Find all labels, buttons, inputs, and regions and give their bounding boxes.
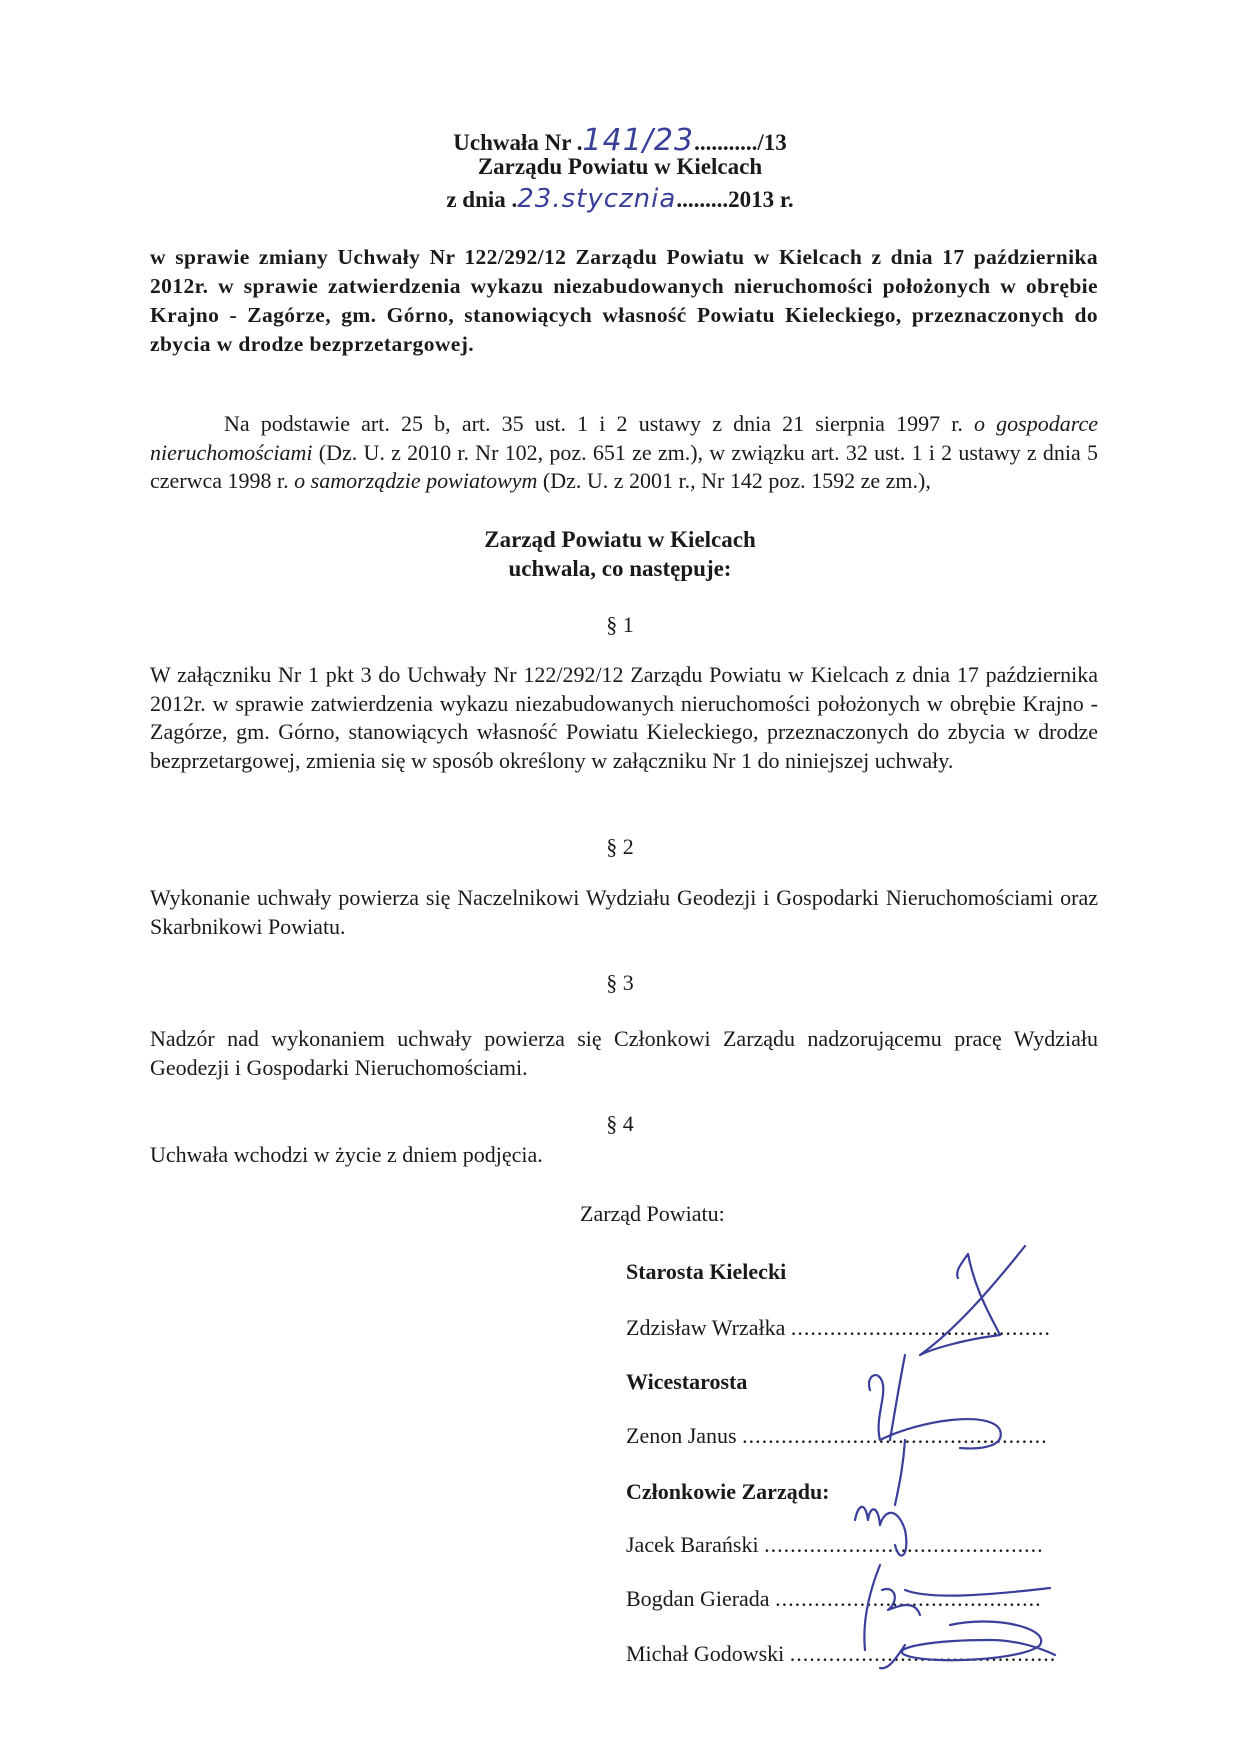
handwritten-number: 141/23: [582, 123, 695, 158]
date-suffix: .........2013 r.: [676, 187, 794, 212]
member-2-name: Bogdan Gierada: [626, 1586, 770, 1611]
issuing-body: Zarządu Powiatu w Kielcach: [477, 154, 763, 179]
date-prefix: z dnia .: [446, 187, 518, 212]
member-1-name: Jacek Barański: [626, 1532, 759, 1557]
resolves-phrase: uchwala, co następuje:: [508, 556, 732, 581]
legal-basis-text-2: (Dz. U. z 2010 r. Nr 102, poz. 651 ze zm.), w związku art. 32 ust. 1 i 2 ustawy z dnia 5 czerwca 1998 r.: [150, 439, 1098, 493]
legal-basis-text-3: (Dz. U. z 2001 r., Nr 142 poz. 1592 ze zm.),: [537, 468, 931, 493]
member-2-dots: .........................................: [775, 1586, 1042, 1611]
member-2-signature-line: [626, 1586, 1042, 1612]
member-3-name: Michał Godowski: [626, 1641, 785, 1666]
starosta-signature-line: [626, 1315, 1051, 1341]
legal-basis-act-2: o samorządzie powiatowym: [294, 468, 538, 493]
section-mark-3: § 3: [606, 970, 634, 995]
section-text-1: W załączniku Nr 1 pkt 3 do Uchwały Nr 122/292/12 Zarządu Powiatu w Kielcach z dnia 17 października 2012r. w sprawie zatwierdzenia wykazu niezabudowanych nieruchomości położonych w obrębie Krajno - Zagórze, gm. Górno, stanowiących własność Powiatu Kieleckiego, przeznaczonych do zbycia w drodze bezprzetargowej, zmienia się w sposób określony w załączniku Nr 1 do niniejszej uchwały.: [150, 662, 1098, 773]
section-mark-1: § 1: [606, 612, 634, 637]
starosta-title: Starosta Kielecki: [626, 1259, 787, 1284]
starosta-dots: ........................................: [790, 1315, 1051, 1340]
member-1-signature-line: [626, 1532, 1044, 1558]
starosta-name: Zdzisław Wrzałka: [626, 1315, 786, 1340]
board-members-title: Członkowie Zarządu:: [626, 1479, 830, 1504]
resolution-subject: w sprawie zmiany Uchwały Nr 122/292/12 Zarządu Powiatu w Kielcach z dnia 17 października 2012r. w sprawie zatwierdzenia wykazu niezabudowanych nieruchomości położonych w obrębie Krajno - Zagórze, gm. Górno, stanowiących własność Powiatu Kieleckiego, przeznaczonych do zbycia w drodze bezprzetargowej.: [150, 245, 1098, 356]
board-label: Zarząd Powiatu:: [580, 1201, 725, 1226]
resolution-date: [0, 184, 1240, 214]
section-text-4: Uchwała wchodzi w życie z dniem podjęcia.: [150, 1142, 543, 1167]
vice-starosta-signature-line: [626, 1423, 1048, 1449]
vice-starosta-dots: ...............................................: [742, 1423, 1048, 1448]
vice-starosta-name: Zenon Janus: [626, 1423, 737, 1448]
section-mark-2: § 2: [606, 834, 634, 859]
handwritten-date: 23.stycznia: [517, 184, 677, 214]
section-mark-4: § 4: [606, 1111, 634, 1136]
member-3-signature-line: [626, 1641, 1056, 1667]
member-1-dots: ...........................................: [764, 1532, 1044, 1557]
legal-basis-act-1: o gospodarce nieruchomościami: [150, 411, 1098, 465]
section-text-2: Wykonanie uchwały powierza się Naczelnikowi Wydziału Geodezji i Gospodarki Nieruchomościami oraz Skarbnikowi Powiatu.: [150, 885, 1098, 939]
resolution-number-prefix: Uchwała Nr .: [453, 130, 583, 155]
vice-starosta-title: Wicestarosta: [626, 1369, 748, 1394]
resolving-body: Zarząd Powiatu w Kielcach: [484, 527, 756, 552]
resolution-number: [0, 123, 1240, 158]
section-text-3: Nadzór nad wykonaniem uchwały powierza się Członkowi Zarządu nadzorującemu pracę Wydziału Geodezji i Gospodarki Nieruchomościami.: [150, 1026, 1098, 1080]
legal-basis-paragraph: [150, 410, 1098, 496]
resolution-number-suffix: .........../13: [694, 130, 787, 155]
member-3-dots: .........................................: [789, 1641, 1057, 1666]
legal-basis-text-1: Na podstawie art. 25 b, art. 35 ust. 1 i 2 ustawy z dnia 21 sierpnia 1997 r.: [224, 411, 974, 436]
